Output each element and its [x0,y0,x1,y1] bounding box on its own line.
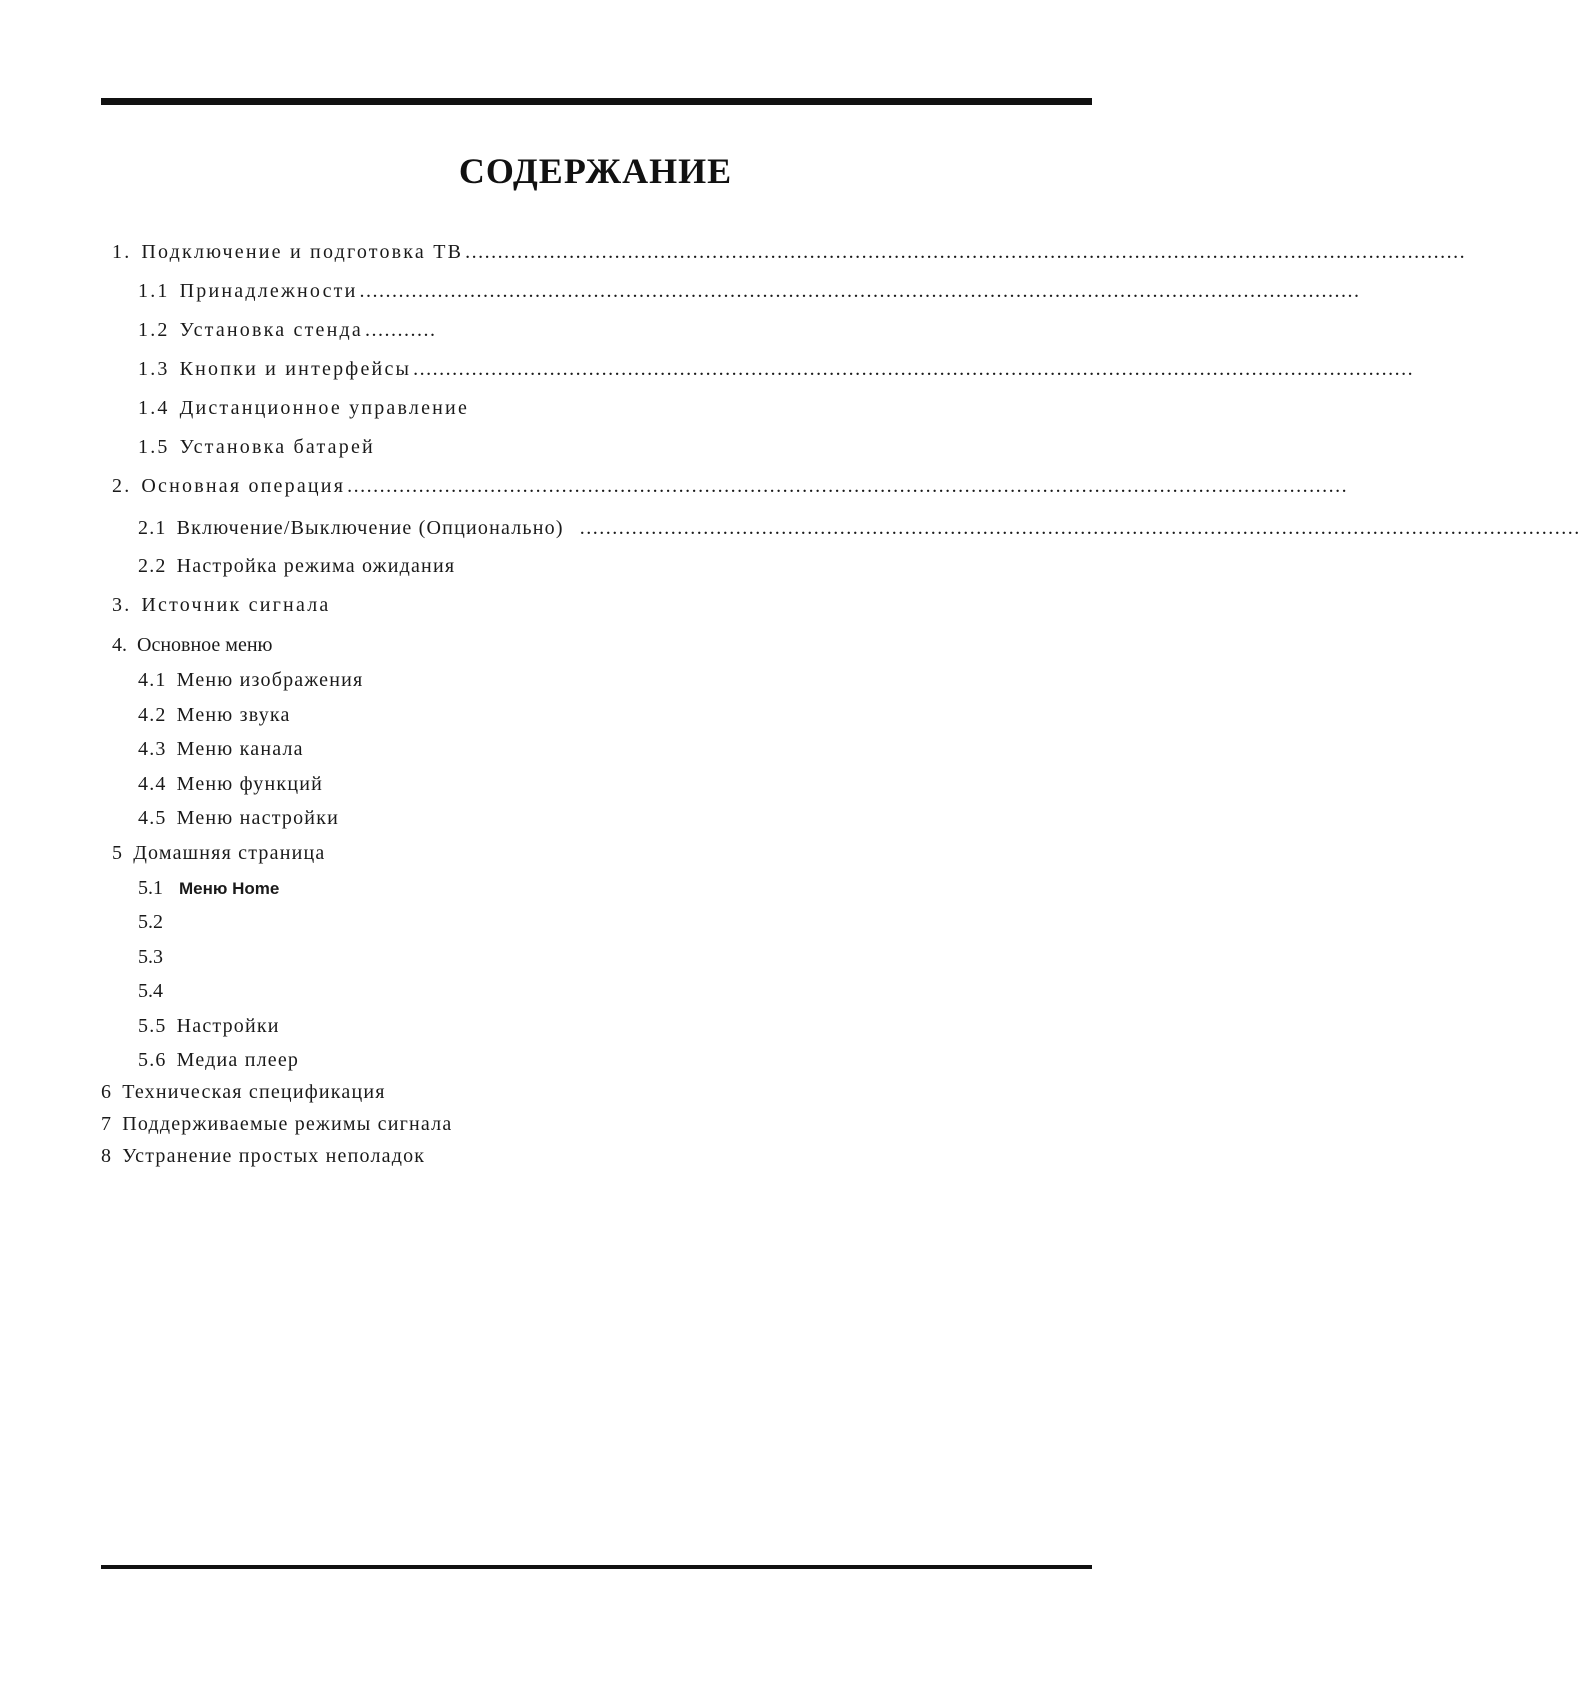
toc-number: 5.5 [138,1015,167,1037]
toc-number: 1.5 [138,436,170,458]
toc-label: Меню звука [176,704,291,726]
toc-label: Настройка режима ожидания [176,555,456,577]
toc-item-5[interactable] [112,838,326,868]
toc-label: Техническая спецификация [122,1081,386,1103]
toc-label: Установка батарей [179,436,375,458]
dot-leader: ........... [365,319,437,341]
toc-item-1-2[interactable] [138,315,437,345]
toc-label: Устранение простых неполадок [122,1145,426,1167]
toc-number: 5.4 [138,980,163,1002]
toc-number: 7 [101,1113,113,1135]
toc-number: 5.6 [138,1049,167,1071]
dot-leader: .......................................................................................................................................................... [413,358,1415,380]
toc-label: Меню функций [176,773,324,795]
toc-item-8[interactable] [101,1141,425,1171]
toc-number: 1. [112,241,132,263]
toc-number: 1.2 [138,319,170,341]
toc-item-2[interactable] [112,471,1349,501]
toc-number: 2.1 [138,517,167,539]
toc-number: 5.3 [138,946,163,968]
toc-label: Основное меню [137,634,273,656]
toc-label: Меню настройки [176,807,340,829]
toc-label: Меню изображения [176,669,364,691]
toc-item-4-3[interactable] [138,734,304,764]
toc-item-5-2[interactable] [138,907,173,937]
toc-number: 1.4 [138,397,170,419]
toc-label: Домашняя страница [133,842,326,864]
toc-item-4-2[interactable] [138,700,291,730]
toc-item-4-4[interactable] [138,769,323,799]
toc-item-2-1[interactable] [138,513,1581,543]
toc-number: 4. [112,634,127,656]
toc-item-4-1[interactable] [138,665,363,695]
page-title: СОДЕРЖАНИЕ [458,151,733,191]
toc-label: Подключение и подготовка ТВ [141,241,464,263]
toc-number: 5.1 [138,877,163,899]
toc-number: 4.3 [138,738,167,760]
toc-label: Меню канала [176,738,304,760]
toc-number: 3. [112,594,132,616]
toc-item-1-5[interactable] [138,432,375,462]
toc-item-5-5[interactable] [138,1011,280,1041]
toc-label: Медиа плеер [176,1049,300,1071]
toc-item-1[interactable] [112,237,1467,267]
toc-label: Настройки [176,1015,280,1037]
top-rule [101,98,1092,105]
toc-item-6[interactable] [101,1077,386,1107]
toc-item-4[interactable] [112,630,272,660]
toc-item-2-2[interactable] [138,551,455,581]
toc-item-5-4[interactable] [138,976,173,1006]
toc-label: Источник сигнала [141,594,331,616]
toc-item-3[interactable] [112,590,330,620]
toc-number: 8 [101,1145,113,1167]
toc-item-1-4[interactable] [138,393,469,423]
toc-number: 6 [101,1081,113,1103]
toc-label: Кнопки и интерфейсы [179,358,412,380]
toc-number: 4.4 [138,773,167,795]
toc-number: 1.3 [138,358,170,380]
bottom-rule [101,1565,1092,1569]
toc-item-7[interactable] [101,1109,452,1139]
dot-leader: .......................................................................................................................................................... [347,475,1349,497]
toc-label: Включение/Выключение (Опционально) [176,517,564,539]
toc-label: Установка стенда [179,319,363,341]
toc-number: 5 [112,842,124,864]
toc-item-1-3[interactable] [138,354,1415,384]
dot-leader: .......................................................................................................................................................... [465,241,1467,263]
toc-number: 4.5 [138,807,167,829]
toc-item-1-1[interactable] [138,276,1361,306]
toc-item-5-3[interactable] [138,942,173,972]
toc-label: Меню Home [179,879,280,898]
toc-label: Дистанционное управление [179,397,470,419]
dot-leader: .......................................................................................................................................................... [359,280,1361,302]
dot-leader: .......................................................................................................................................................... [579,517,1581,539]
toc-label: Принадлежности [179,280,358,302]
toc-number: 4.1 [138,669,167,691]
toc-item-5-1[interactable] [138,873,279,903]
toc-number: 2.2 [138,555,167,577]
toc-number: 4.2 [138,704,167,726]
toc-number: 5.2 [138,911,163,933]
toc-item-5-6[interactable] [138,1045,299,1075]
toc-label: Поддерживаемые режимы сигнала [122,1113,453,1135]
toc-item-4-5[interactable] [138,803,339,833]
toc-label: Основная операция [141,475,346,497]
toc-number: 1.1 [138,280,170,302]
toc-number: 2. [112,475,132,497]
